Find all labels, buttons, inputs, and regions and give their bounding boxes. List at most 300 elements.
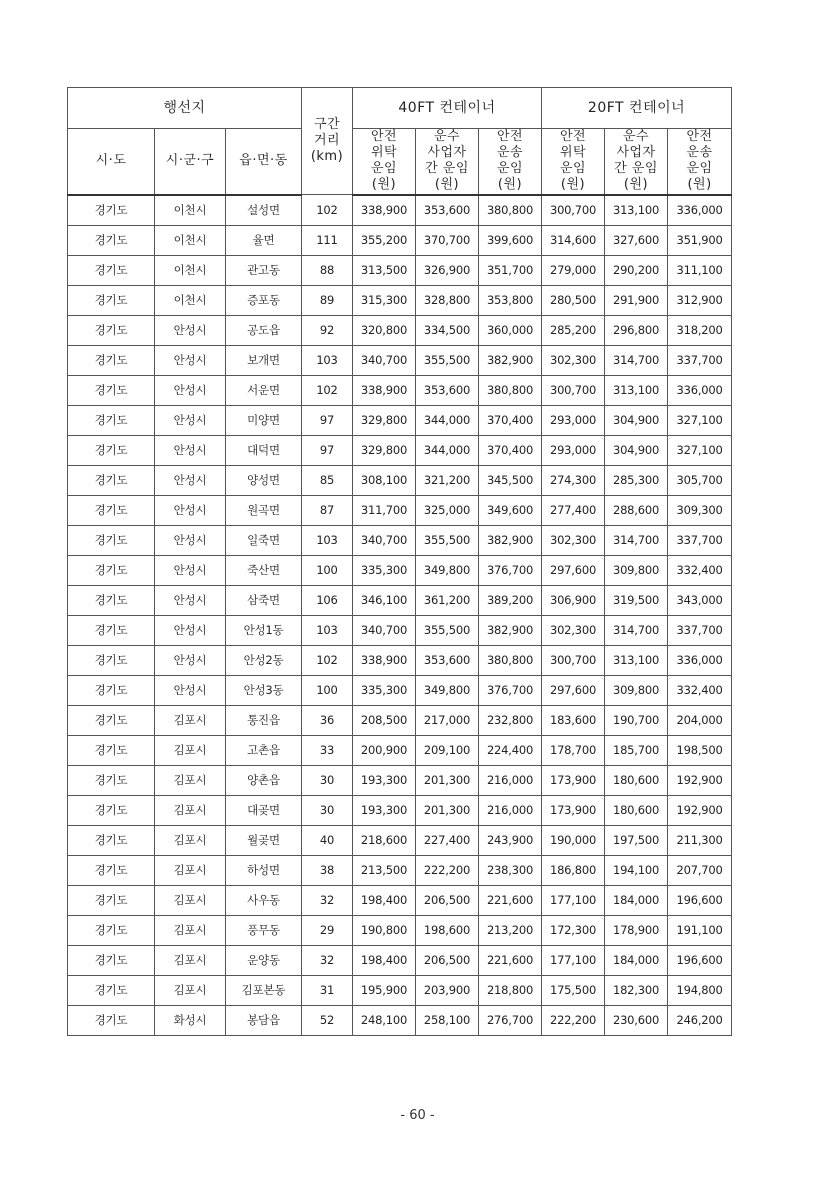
table-row	[68, 195, 732, 226]
table-cell: 216,000	[479, 765, 542, 795]
table-cell: 314,700	[605, 525, 668, 555]
table-cell: 327,600	[605, 225, 668, 255]
table-row	[68, 435, 732, 465]
table-row	[68, 345, 732, 375]
table-cell: 안성시	[155, 525, 226, 555]
table-cell: 안성시	[155, 585, 226, 615]
table-cell: 309,800	[605, 555, 668, 585]
table-row	[68, 735, 732, 765]
table-cell: 29	[302, 915, 353, 945]
table-cell: 309,300	[668, 495, 732, 525]
table-cell: 222,200	[542, 1005, 605, 1035]
table-cell: 335,300	[353, 555, 416, 585]
table-cell: 217,000	[416, 705, 479, 735]
table-cell: 안성시	[155, 345, 226, 375]
table-cell: 290,200	[605, 255, 668, 285]
table-cell: 경기도	[68, 315, 155, 345]
table-cell: 180,600	[605, 795, 668, 825]
table-cell: 311,100	[668, 255, 732, 285]
table-body	[68, 195, 732, 1036]
table-cell: 293,000	[542, 405, 605, 435]
header-40ft-safe-transport: 안전 운송 운임 (원)	[479, 129, 542, 195]
table-cell: 344,000	[416, 405, 479, 435]
table-cell: 351,900	[668, 225, 732, 255]
table-row	[68, 945, 732, 975]
table-cell: 315,300	[353, 285, 416, 315]
table-cell: 304,900	[605, 405, 668, 435]
table-cell: 106	[302, 585, 353, 615]
table-cell: 177,100	[542, 945, 605, 975]
table-cell: 89	[302, 285, 353, 315]
table-cell: 92	[302, 315, 353, 345]
table-row	[68, 495, 732, 525]
table-cell: 345,500	[479, 465, 542, 495]
table-cell: 218,800	[479, 975, 542, 1005]
table-cell: 경기도	[68, 885, 155, 915]
table-cell: 380,800	[479, 375, 542, 405]
table-cell: 319,500	[605, 585, 668, 615]
table-cell: 332,400	[668, 675, 732, 705]
table-cell: 382,900	[479, 615, 542, 645]
table-cell: 103	[302, 345, 353, 375]
header-sigungu: 시·군·구	[155, 129, 226, 195]
table-cell: 175,500	[542, 975, 605, 1005]
table-cell: 288,600	[605, 495, 668, 525]
table-cell: 186,800	[542, 855, 605, 885]
table-cell: 경기도	[68, 435, 155, 465]
table-cell: 김포시	[155, 795, 226, 825]
table-cell: 103	[302, 525, 353, 555]
table-cell: 336,000	[668, 375, 732, 405]
table-cell: 김포시	[155, 885, 226, 915]
table-cell: 276,700	[479, 1005, 542, 1035]
table-cell: 230,600	[605, 1005, 668, 1035]
table-cell: 이천시	[155, 225, 226, 255]
table-cell: 203,900	[416, 975, 479, 1005]
table-cell: 340,700	[353, 615, 416, 645]
table-cell: 경기도	[68, 585, 155, 615]
table-row	[68, 255, 732, 285]
table-cell: 285,200	[542, 315, 605, 345]
table-cell: 338,900	[353, 375, 416, 405]
table-cell: 185,700	[605, 735, 668, 765]
table-cell: 327,100	[668, 435, 732, 465]
table-cell: 201,300	[416, 795, 479, 825]
table-cell: 238,300	[479, 855, 542, 885]
table-row	[68, 855, 732, 885]
table-row	[68, 795, 732, 825]
table-cell: 355,500	[416, 615, 479, 645]
header-40ft-container: 40FT 컨테이너	[353, 88, 542, 129]
table-row	[68, 585, 732, 615]
table-cell: 190,000	[542, 825, 605, 855]
table-cell: 344,000	[416, 435, 479, 465]
table-cell: 370,400	[479, 435, 542, 465]
table-cell: 380,800	[479, 195, 542, 226]
table-row	[68, 675, 732, 705]
table-cell: 209,100	[416, 735, 479, 765]
table-cell: 173,900	[542, 795, 605, 825]
table-cell: 32	[302, 945, 353, 975]
table-cell: 204,000	[668, 705, 732, 735]
table-cell: 김포시	[155, 915, 226, 945]
table-cell: 85	[302, 465, 353, 495]
header-40ft-carrier-rate: 운수 사업자 간 운임 (원)	[416, 129, 479, 195]
page-number: - 60 -	[400, 1108, 435, 1123]
table-cell: 351,700	[479, 255, 542, 285]
table-cell: 경기도	[68, 285, 155, 315]
table-cell: 196,600	[668, 945, 732, 975]
table-cell: 332,400	[668, 555, 732, 585]
table-cell: 대곶면	[226, 795, 302, 825]
table-cell: 193,300	[353, 765, 416, 795]
table-cell: 353,600	[416, 375, 479, 405]
table-cell: 184,000	[605, 945, 668, 975]
table-cell: 285,300	[605, 465, 668, 495]
table-cell: 경기도	[68, 855, 155, 885]
table-cell: 293,000	[542, 435, 605, 465]
table-cell: 300,700	[542, 645, 605, 675]
table-cell: 안성시	[155, 615, 226, 645]
table-cell: 308,100	[353, 465, 416, 495]
table-cell: 309,800	[605, 675, 668, 705]
table-cell: 389,200	[479, 585, 542, 615]
table-cell: 200,900	[353, 735, 416, 765]
table-cell: 184,000	[605, 885, 668, 915]
table-cell: 원곡면	[226, 495, 302, 525]
table-cell: 경기도	[68, 765, 155, 795]
table-cell: 338,900	[353, 645, 416, 675]
table-cell: 337,700	[668, 615, 732, 645]
table-cell: 182,300	[605, 975, 668, 1005]
table-cell: 삼죽면	[226, 585, 302, 615]
table-cell: 302,300	[542, 615, 605, 645]
header-distance: 구간 거리 (km)	[302, 88, 353, 195]
table-cell: 191,100	[668, 915, 732, 945]
table-cell: 안성1동	[226, 615, 302, 645]
table-cell: 경기도	[68, 645, 155, 675]
table-cell: 338,900	[353, 195, 416, 226]
table-cell: 258,100	[416, 1005, 479, 1035]
table-cell: 김포시	[155, 825, 226, 855]
table-cell: 320,800	[353, 315, 416, 345]
table-cell: 월곶면	[226, 825, 302, 855]
table-cell: 336,000	[668, 645, 732, 675]
table-cell: 248,100	[353, 1005, 416, 1035]
table-cell: 305,700	[668, 465, 732, 495]
table-row	[68, 1005, 732, 1035]
table-cell: 안성시	[155, 465, 226, 495]
table-cell: 이천시	[155, 255, 226, 285]
table-cell: 353,600	[416, 645, 479, 675]
table-cell: 318,200	[668, 315, 732, 345]
table-cell: 고촌읍	[226, 735, 302, 765]
table-cell: 325,000	[416, 495, 479, 525]
header-20ft-safe-transport: 안전 운송 운임 (원)	[668, 129, 732, 195]
table-cell: 313,100	[605, 645, 668, 675]
table-cell: 355,500	[416, 345, 479, 375]
header-eupmyeondong: 읍·면·동	[226, 129, 302, 195]
table-row	[68, 765, 732, 795]
table-cell: 196,600	[668, 885, 732, 915]
table-cell: 190,800	[353, 915, 416, 945]
table-cell: 399,600	[479, 225, 542, 255]
table-cell: 김포시	[155, 765, 226, 795]
table-cell: 355,200	[353, 225, 416, 255]
table-cell: 328,800	[416, 285, 479, 315]
table-cell: 382,900	[479, 525, 542, 555]
table-cell: 326,900	[416, 255, 479, 285]
table-row	[68, 885, 732, 915]
table-cell: 경기도	[68, 345, 155, 375]
table-cell: 227,400	[416, 825, 479, 855]
table-cell: 97	[302, 435, 353, 465]
table-cell: 313,500	[353, 255, 416, 285]
table-cell: 218,600	[353, 825, 416, 855]
table-cell: 207,700	[668, 855, 732, 885]
table-cell: 335,300	[353, 675, 416, 705]
table-cell: 306,900	[542, 585, 605, 615]
table-cell: 경기도	[68, 555, 155, 585]
table-cell: 340,700	[353, 525, 416, 555]
table-cell: 경기도	[68, 975, 155, 1005]
table-cell: 297,600	[542, 675, 605, 705]
table-cell: 198,600	[416, 915, 479, 945]
table-cell: 302,300	[542, 525, 605, 555]
table-cell: 343,000	[668, 585, 732, 615]
table-cell: 봉담읍	[226, 1005, 302, 1035]
table-cell: 197,500	[605, 825, 668, 855]
table-cell: 361,200	[416, 585, 479, 615]
table-cell: 안성시	[155, 315, 226, 345]
table-cell: 32	[302, 885, 353, 915]
table-cell: 353,600	[416, 195, 479, 226]
table-cell: 일죽면	[226, 525, 302, 555]
table-cell: 313,100	[605, 195, 668, 226]
table-cell: 97	[302, 405, 353, 435]
table-cell: 314,700	[605, 615, 668, 645]
table-cell: 337,700	[668, 345, 732, 375]
table-cell: 사우동	[226, 885, 302, 915]
table-cell: 서운면	[226, 375, 302, 405]
table-cell: 232,800	[479, 705, 542, 735]
table-cell: 경기도	[68, 525, 155, 555]
table-row	[68, 285, 732, 315]
table-cell: 192,900	[668, 795, 732, 825]
table-cell: 329,800	[353, 435, 416, 465]
table-cell: 221,600	[479, 885, 542, 915]
table-cell: 안성시	[155, 675, 226, 705]
table-cell: 279,000	[542, 255, 605, 285]
table-cell: 300,700	[542, 375, 605, 405]
table-cell: 224,400	[479, 735, 542, 765]
table-cell: 김포시	[155, 855, 226, 885]
table-cell: 경기도	[68, 195, 155, 226]
table-cell: 313,100	[605, 375, 668, 405]
table-cell: 30	[302, 795, 353, 825]
table-cell: 31	[302, 975, 353, 1005]
table-cell: 213,200	[479, 915, 542, 945]
table-row	[68, 615, 732, 645]
table-cell: 경기도	[68, 255, 155, 285]
table-cell: 통진읍	[226, 705, 302, 735]
table-row	[68, 315, 732, 345]
table-cell: 40	[302, 825, 353, 855]
table-cell: 329,800	[353, 405, 416, 435]
table-row	[68, 705, 732, 735]
table-cell: 대덕면	[226, 435, 302, 465]
table-cell: 관고동	[226, 255, 302, 285]
table-cell: 111	[302, 225, 353, 255]
table-cell: 안성시	[155, 435, 226, 465]
table-cell: 경기도	[68, 915, 155, 945]
table-cell: 화성시	[155, 1005, 226, 1035]
table-cell: 321,200	[416, 465, 479, 495]
table-cell: 운양동	[226, 945, 302, 975]
table-cell: 경기도	[68, 615, 155, 645]
table-cell: 180,600	[605, 765, 668, 795]
table-cell: 30	[302, 765, 353, 795]
table-row	[68, 555, 732, 585]
table-cell: 100	[302, 555, 353, 585]
table-cell: 이천시	[155, 285, 226, 315]
table-cell: 221,600	[479, 945, 542, 975]
table-cell: 213,500	[353, 855, 416, 885]
table-cell: 양촌읍	[226, 765, 302, 795]
table-cell: 206,500	[416, 885, 479, 915]
table-cell: 안성시	[155, 495, 226, 525]
table-cell: 206,500	[416, 945, 479, 975]
table-cell: 314,700	[605, 345, 668, 375]
table-cell: 376,700	[479, 555, 542, 585]
table-cell: 102	[302, 375, 353, 405]
table-cell: 김포시	[155, 975, 226, 1005]
table-cell: 경기도	[68, 1005, 155, 1035]
table-cell: 314,600	[542, 225, 605, 255]
table-cell: 죽산면	[226, 555, 302, 585]
table-cell: 178,700	[542, 735, 605, 765]
table-row	[68, 375, 732, 405]
table-cell: 102	[302, 645, 353, 675]
table-cell: 52	[302, 1005, 353, 1035]
table-cell: 296,800	[605, 315, 668, 345]
table-row	[68, 915, 732, 945]
table-cell: 김포시	[155, 705, 226, 735]
table-cell: 경기도	[68, 945, 155, 975]
table-cell: 302,300	[542, 345, 605, 375]
table-cell: 100	[302, 675, 353, 705]
table-cell: 190,700	[605, 705, 668, 735]
table-cell: 경기도	[68, 405, 155, 435]
table-cell: 195,900	[353, 975, 416, 1005]
table-cell: 353,800	[479, 285, 542, 315]
table-cell: 이천시	[155, 195, 226, 226]
table-cell: 222,200	[416, 855, 479, 885]
table-cell: 김포시	[155, 945, 226, 975]
table-cell: 334,500	[416, 315, 479, 345]
table-cell: 경기도	[68, 375, 155, 405]
table-row	[68, 825, 732, 855]
table-cell: 178,900	[605, 915, 668, 945]
table-cell: 경기도	[68, 735, 155, 765]
header-20ft-container: 20FT 컨테이너	[542, 88, 732, 129]
table-cell: 370,400	[479, 405, 542, 435]
table-cell: 공도읍	[226, 315, 302, 345]
table-cell: 율면	[226, 225, 302, 255]
table-cell: 김포본동	[226, 975, 302, 1005]
table-cell: 297,600	[542, 555, 605, 585]
table-row	[68, 225, 732, 255]
table-cell: 194,100	[605, 855, 668, 885]
table-cell: 198,400	[353, 885, 416, 915]
table-cell: 337,700	[668, 525, 732, 555]
table-cell: 증포동	[226, 285, 302, 315]
table-cell: 안성2동	[226, 645, 302, 675]
table-cell: 192,900	[668, 765, 732, 795]
table-cell: 194,800	[668, 975, 732, 1005]
table-cell: 216,000	[479, 795, 542, 825]
table-cell: 208,500	[353, 705, 416, 735]
table-cell: 243,900	[479, 825, 542, 855]
table-cell: 183,600	[542, 705, 605, 735]
table-cell: 김포시	[155, 735, 226, 765]
table-cell: 277,400	[542, 495, 605, 525]
table-row	[68, 645, 732, 675]
table-cell: 380,800	[479, 645, 542, 675]
table-cell: 경기도	[68, 465, 155, 495]
table-cell: 경기도	[68, 795, 155, 825]
table-cell: 안성3동	[226, 675, 302, 705]
table-cell: 280,500	[542, 285, 605, 315]
table-cell: 349,800	[416, 555, 479, 585]
table-cell: 336,000	[668, 195, 732, 226]
table-cell: 291,900	[605, 285, 668, 315]
table-cell: 경기도	[68, 495, 155, 525]
table-cell: 382,900	[479, 345, 542, 375]
table-cell: 349,800	[416, 675, 479, 705]
table-cell: 340,700	[353, 345, 416, 375]
table-cell: 274,300	[542, 465, 605, 495]
table-cell: 87	[302, 495, 353, 525]
table-cell: 193,300	[353, 795, 416, 825]
table-cell: 설성면	[226, 195, 302, 226]
table-cell: 88	[302, 255, 353, 285]
table-cell: 33	[302, 735, 353, 765]
table-cell: 349,600	[479, 495, 542, 525]
table-cell: 172,300	[542, 915, 605, 945]
table-cell: 안성시	[155, 375, 226, 405]
table-cell: 211,300	[668, 825, 732, 855]
table-cell: 경기도	[68, 705, 155, 735]
header-origin: 행선지	[68, 88, 302, 129]
header-20ft-safe-consign: 안전 위탁 운임 (원)	[542, 129, 605, 195]
table-cell: 246,200	[668, 1005, 732, 1035]
table-cell: 300,700	[542, 195, 605, 226]
table-cell: 304,900	[605, 435, 668, 465]
table-cell: 양성면	[226, 465, 302, 495]
table-cell: 경기도	[68, 675, 155, 705]
table-cell: 376,700	[479, 675, 542, 705]
table-cell: 177,100	[542, 885, 605, 915]
table-cell: 360,000	[479, 315, 542, 345]
table-cell: 안성시	[155, 555, 226, 585]
table-cell: 198,500	[668, 735, 732, 765]
table-cell: 312,900	[668, 285, 732, 315]
table-cell: 198,400	[353, 945, 416, 975]
table-row	[68, 525, 732, 555]
table-cell: 370,700	[416, 225, 479, 255]
table-cell: 346,100	[353, 585, 416, 615]
